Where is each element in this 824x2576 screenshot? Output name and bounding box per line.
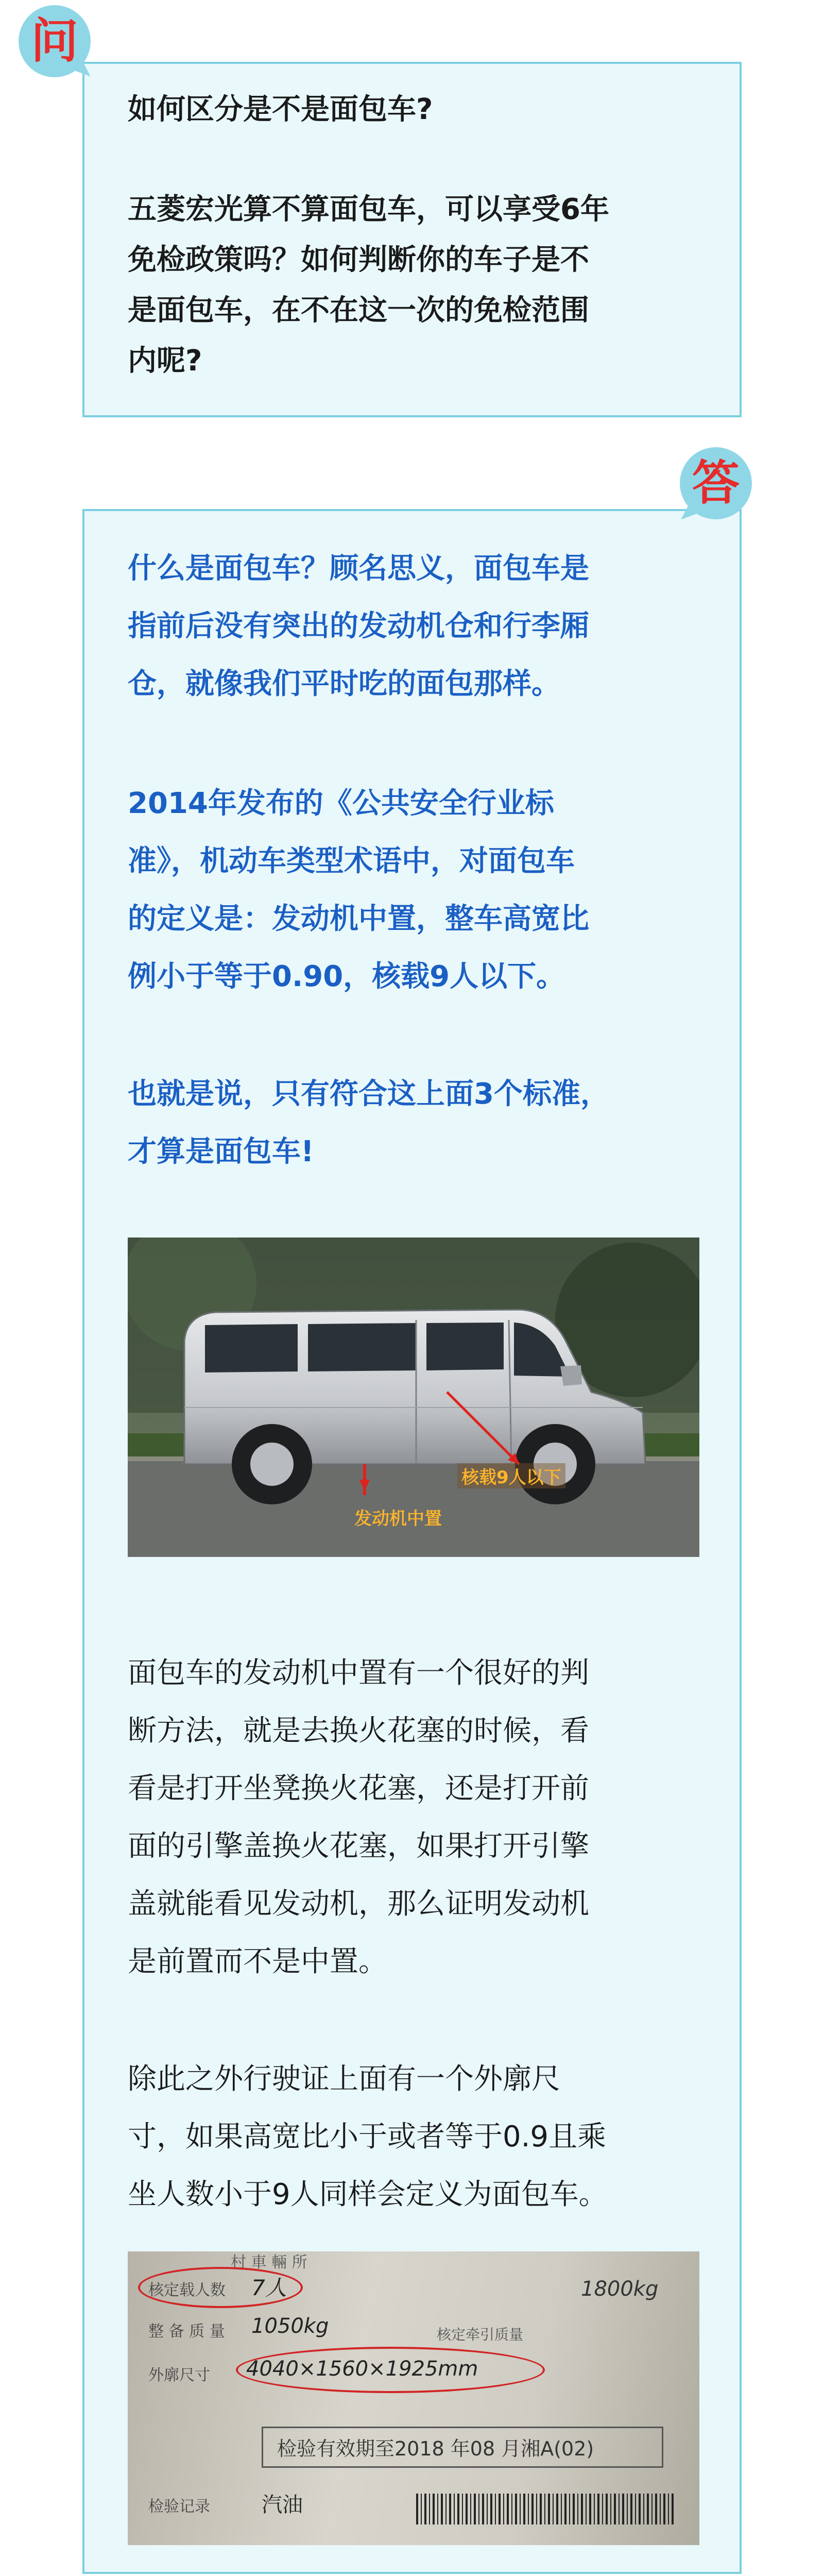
answer-para-line: 什么是面包车？顾名思义，面包车是 — [128, 552, 589, 585]
answer-para-line: 仓，就像我们平时吃的面包那样。 — [128, 667, 560, 701]
answer-body-line: 坐人数小于9人同样会定义为面包车。 — [128, 2178, 608, 2211]
answer-body-line: 面的引擎盖换火花塞，如果打开引擎 — [128, 1829, 589, 1863]
question-body-line: 内呢? — [128, 344, 202, 378]
question-body-line: 五菱宏光算不算面包车，可以享受6年 — [128, 193, 609, 226]
answer-para-line: 例小于等于0.90，核载9人以下。 — [128, 960, 565, 993]
answer-para-line: 的定义是：发动机中置，整车高宽比 — [128, 902, 589, 936]
answer-para-line: 2014年发布的《公共安全行业标 — [128, 787, 554, 820]
license-dims-value: 4040×1560×1925mm — [246, 2357, 478, 2381]
license-barcode — [416, 2494, 674, 2524]
answer-body-line: 寸，如果高宽比小于或者等于0.9且乘 — [128, 2120, 607, 2154]
van-label-engine: 发动机中置 — [354, 1509, 442, 1529]
answer-para-line: 也就是说，只有符合这上面3个标准， — [128, 1077, 609, 1111]
license-dims-label: 外廓尺寸 — [148, 2366, 210, 2384]
license-dims-circle — [236, 2347, 545, 2393]
question-body-line: 是面包车，在不在这一次的免检范围 — [128, 294, 589, 327]
license-header: 村 車 輛 所 — [231, 2253, 307, 2272]
license-weight-value: 1050kg — [251, 2314, 329, 2338]
answer-body-line: 盖就能看见发动机，那么证明发动机 — [128, 1887, 589, 1921]
question-title: 如何区分是不是面包车? — [128, 93, 433, 126]
answer-box — [82, 509, 742, 2574]
answer-body-line: 面包车的发动机中置有一个很好的判 — [128, 1656, 589, 1690]
answer-body-line: 是前置而不是中置。 — [128, 1945, 387, 1978]
answer-body-line: 看是打开坐凳换火花塞，还是打开前 — [128, 1772, 589, 1805]
license-total-weight: 1800kg — [581, 2277, 659, 2301]
license-record-label: 检验记录 — [148, 2498, 210, 2516]
answer-badge-text: 答 — [692, 455, 740, 511]
answer-body-line: 除此之外行驶证上面有一个外廓尺 — [128, 2062, 560, 2096]
question-badge-text: 问 — [30, 13, 78, 69]
license-seats-value: 7人 — [251, 2275, 287, 2300]
license-photo — [128, 2251, 699, 2545]
license-validity: 检验有效期至2018 年08 月湘A(02) — [277, 2437, 594, 2460]
license-seats-label: 核定载人数 — [148, 2281, 226, 2299]
answer-badge — [680, 447, 752, 519]
license-seats-circle — [138, 2267, 303, 2308]
van-photo — [128, 1238, 699, 1557]
license-weight-label: 整 备 质 量 — [148, 2323, 225, 2341]
van-label-capacity: 核载9人以下 — [457, 1463, 565, 1488]
answer-body-line: 断方法，就是去换火花塞的时候，看 — [128, 1714, 589, 1748]
question-box — [82, 62, 742, 417]
question-badge — [19, 5, 91, 77]
answer-para-line: 才算是面包车! — [128, 1135, 314, 1168]
answer-para-line: 指前后没有突出的发动机仓和行李厢 — [128, 609, 589, 643]
license-tow-label: 核定牵引质量 — [437, 2326, 524, 2343]
license-fuel: 汽油 — [262, 2493, 303, 2517]
question-body-line: 免检政策吗？如何判断你的车子是不 — [128, 243, 589, 277]
answer-para-line: 准》，机动车类型术语中，对面包车 — [128, 844, 575, 878]
